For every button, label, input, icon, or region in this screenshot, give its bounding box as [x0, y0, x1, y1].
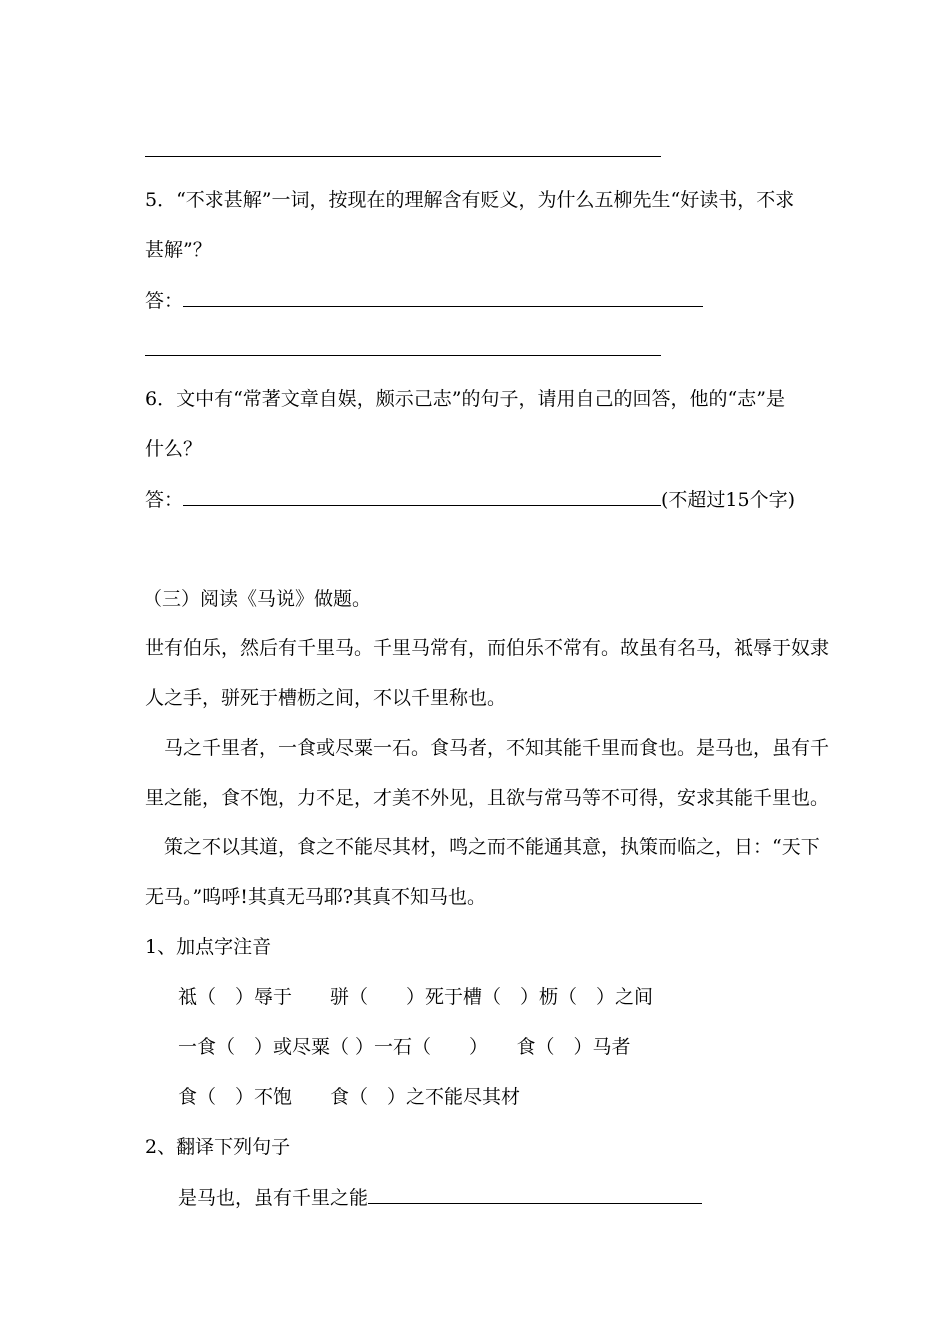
question-5-line-1: 5．“不求甚解”一词，按现在的理解含有贬义，为什么五柳先生“好读书，不求 — [145, 189, 795, 211]
passage-line: 世有伯乐，然后有千里马。千里马常有，而伯乐不常有。故虽有名马，祗辱于奴隶 — [145, 637, 830, 659]
question-5-answer — [145, 288, 703, 313]
section-heading: （三）阅读《马说》做题。 — [143, 588, 372, 610]
answer-label: 答： — [145, 290, 184, 312]
translation-item — [178, 1185, 702, 1210]
question-6-line-2: 什么？ — [145, 438, 203, 460]
pinyin-row: 祗（ ）辱于 骈（ ）死于槽（ ）枥（ ）之间 — [178, 986, 654, 1008]
answer-line[interactable] — [183, 487, 661, 506]
question-5-line-2: 甚解”？ — [145, 239, 212, 261]
answer-line[interactable] — [183, 288, 703, 307]
passage-line: 里之能，食不饱，力不足，才美不外见，且欲与常马等不可得，安求其能千里也。 — [145, 787, 830, 809]
task-1-title: 1、加点字注音 — [145, 936, 272, 958]
pinyin-row: 一食（ ）或尽粟（ ）一石（ ） 食（ ）马者 — [178, 1036, 631, 1058]
question-6-line-1: 6．文中有“常著文章自娱，颇示己志”的句子，请用自己的回答，他的“志”是 — [145, 388, 785, 410]
answer-label: 答： — [145, 489, 184, 511]
answer-line[interactable] — [368, 1185, 702, 1204]
answer-line[interactable] — [145, 355, 661, 356]
pinyin-row: 食（ ）不饱 食（ ）之不能尽其材 — [178, 1086, 521, 1108]
translation-sentence: 是马也，虽有千里之能 — [178, 1187, 369, 1209]
answer-line — [145, 156, 661, 157]
passage-line: 人之手，骈死于槽枥之间，不以千里称也。 — [145, 687, 507, 709]
passage-line: 策之不以其道，食之不能尽其材，鸣之而不能通其意，执策而临之，日：“天下 — [164, 836, 820, 858]
word-limit-note: (不超过15个字) — [661, 489, 796, 511]
passage-line: 无马。”呜呼!其真无马耶?其真不知马也。 — [145, 886, 487, 908]
question-6-answer — [145, 487, 795, 512]
passage-line: 马之千里者，一食或尽粟一石。食马者，不知其能千里而食也。是马也，虽有千 — [164, 737, 830, 759]
task-2-title: 2、翻译下列句子 — [145, 1136, 291, 1158]
